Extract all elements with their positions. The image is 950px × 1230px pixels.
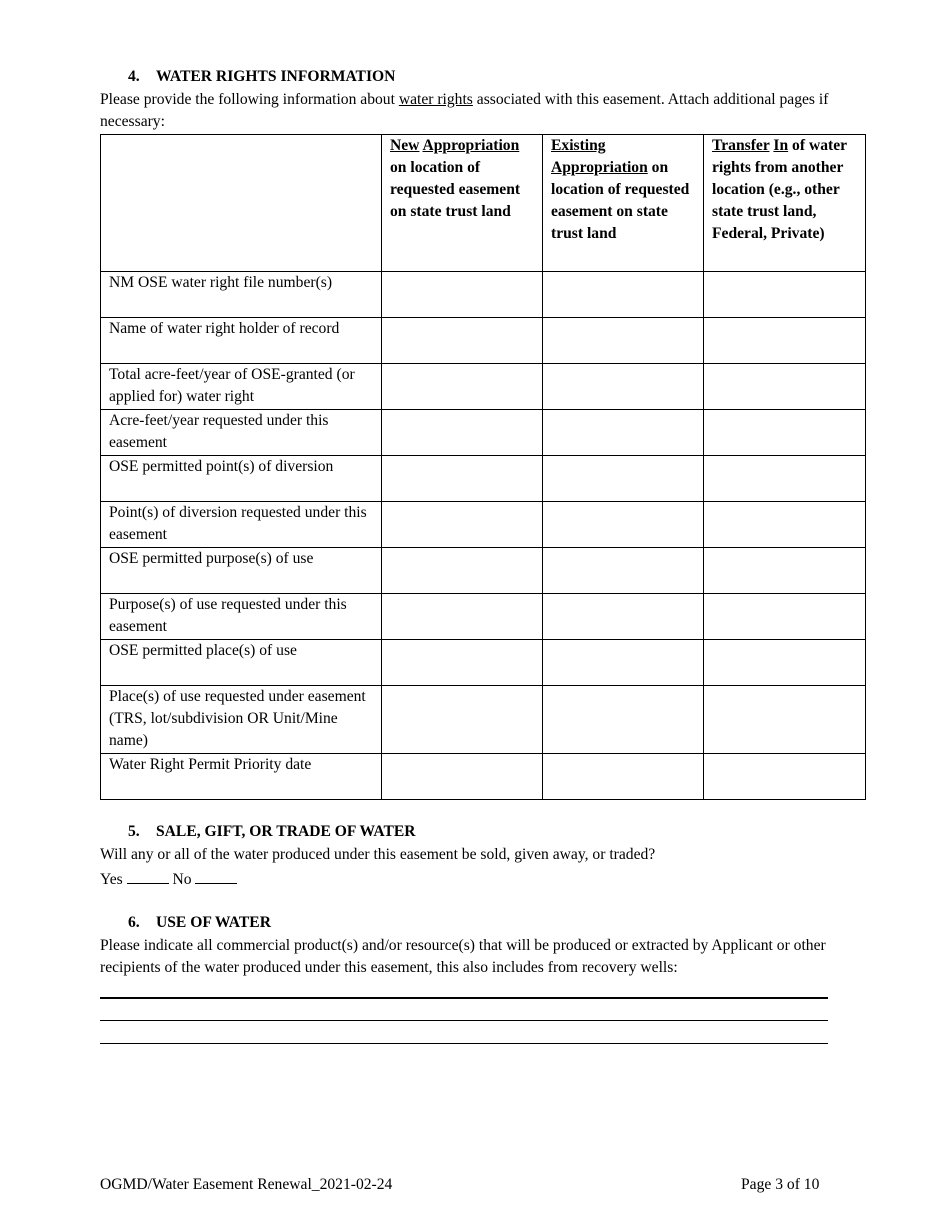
new-appropriation-cell[interactable] [382,364,543,410]
section-6-text: Please indicate all commercial product(s) and/or resource(s) that will be produced or extracted by Applicant or other recipients of the water produced under this easement, this also includes from recovery wells: [100,937,826,976]
table-row [101,686,866,754]
row-label: Total acre-feet/year of OSE-granted (or applied for) water right [101,364,382,410]
transfer-in-cell[interactable] [704,364,866,410]
no-blank[interactable] [195,867,237,884]
new-appropriation-cell[interactable] [382,594,543,640]
table-row [101,318,866,364]
section-6-heading [128,912,271,934]
table-row [101,364,866,410]
section-5-question: Will any or all of the water produced under this easement be sold, given away, or traded? [100,846,656,863]
table-row [101,502,866,548]
header-of-label: of [792,137,806,154]
intro-text-after: associated with this easement. Attach additional pages if necessary: [100,91,829,130]
transfer-in-cell[interactable] [704,410,866,456]
header-new-rest: on location of requested easement on state trust land [390,159,521,220]
answer-line-3[interactable] [100,1043,828,1044]
no-label: No [172,871,192,888]
table-row [101,456,866,502]
water-rights-term: water rights [398,91,473,108]
section-6-title: USE OF WATER [156,914,271,931]
section-4-heading [128,66,395,88]
header-existing-rest: on location of requested easement on state trust land [551,159,690,242]
intro-text-before: Please provide the following information about [100,91,399,108]
header-new-label: New [390,137,420,154]
header-existing-appropriation [543,135,704,272]
existing-appropriation-cell[interactable] [543,640,704,686]
transfer-in-cell[interactable] [704,640,866,686]
existing-appropriation-cell[interactable] [543,364,704,410]
section-4-number: 4. [128,68,140,85]
header-appropriation2-label: Appropriation [551,159,648,176]
table-row [101,410,866,456]
header-transfer-rest: water rights from another location (e.g., other state trust land, Federal, Private) [712,137,847,242]
transfer-in-cell[interactable] [704,754,866,800]
header-new-appropriation [382,135,543,272]
row-label: Purpose(s) of use requested under this easement [101,594,382,640]
existing-appropriation-cell[interactable] [543,410,704,456]
row-label: Water Right Permit Priority date [101,754,382,800]
existing-appropriation-cell[interactable] [543,318,704,364]
yes-blank[interactable] [127,867,169,884]
transfer-in-cell[interactable] [704,272,866,318]
table-header-row [101,135,866,272]
transfer-in-cell[interactable] [704,594,866,640]
row-label: NM OSE water right file number(s) [101,272,382,318]
existing-appropriation-cell[interactable] [543,548,704,594]
row-label: Point(s) of diversion requested under this easement [101,502,382,548]
existing-appropriation-cell[interactable] [543,686,704,754]
row-label: Acre-feet/year requested under this easement [101,410,382,456]
yes-label: Yes [100,871,123,888]
answer-line-1[interactable] [100,997,828,999]
new-appropriation-cell[interactable] [382,686,543,754]
transfer-in-cell[interactable] [704,548,866,594]
table-row [101,272,866,318]
header-existing-label: Existing [551,137,606,154]
row-label: OSE permitted place(s) of use [101,640,382,686]
new-appropriation-cell[interactable] [382,410,543,456]
table-row [101,640,866,686]
row-label: OSE permitted point(s) of diversion [101,456,382,502]
row-label: OSE permitted purpose(s) of use [101,548,382,594]
row-label: Name of water right holder of record [101,318,382,364]
water-rights-table [100,134,866,800]
yes-no-row [100,867,237,891]
new-appropriation-cell[interactable] [382,318,543,364]
header-blank-cell [101,135,382,272]
answer-line-2[interactable] [100,1020,828,1021]
transfer-in-cell[interactable] [704,502,866,548]
new-appropriation-cell[interactable] [382,272,543,318]
new-appropriation-cell[interactable] [382,502,543,548]
section-6-number: 6. [128,914,140,931]
header-appropriation-label: Appropriation [422,137,520,154]
existing-appropriation-cell[interactable] [543,272,704,318]
section-4-intro [100,89,860,133]
section-5-heading [128,821,416,843]
section-5-number: 5. [128,823,140,840]
header-transfer-label: Transfer [712,137,770,154]
header-in-label: In [773,137,789,154]
new-appropriation-cell[interactable] [382,754,543,800]
transfer-in-cell[interactable] [704,686,866,754]
row-label: Place(s) of use requested under easement (TRS, lot/subdivision OR Unit/Mine name) [101,686,382,754]
existing-appropriation-cell[interactable] [543,502,704,548]
section-5-title: SALE, GIFT, OR TRADE OF WATER [156,823,416,840]
footer-page-number: Page 3 of 10 [741,1176,820,1193]
table-row [101,548,866,594]
footer-document-id: OGMD/Water Easement Renewal_2021-02-24 [100,1176,393,1193]
existing-appropriation-cell[interactable] [543,594,704,640]
new-appropriation-cell[interactable] [382,548,543,594]
header-transfer-in [704,135,866,272]
section-4-title: WATER RIGHTS INFORMATION [156,68,396,85]
transfer-in-cell[interactable] [704,318,866,364]
table-row [101,754,866,800]
transfer-in-cell[interactable] [704,456,866,502]
table-row [101,594,866,640]
new-appropriation-cell[interactable] [382,640,543,686]
existing-appropriation-cell[interactable] [543,754,704,800]
new-appropriation-cell[interactable] [382,456,543,502]
existing-appropriation-cell[interactable] [543,456,704,502]
